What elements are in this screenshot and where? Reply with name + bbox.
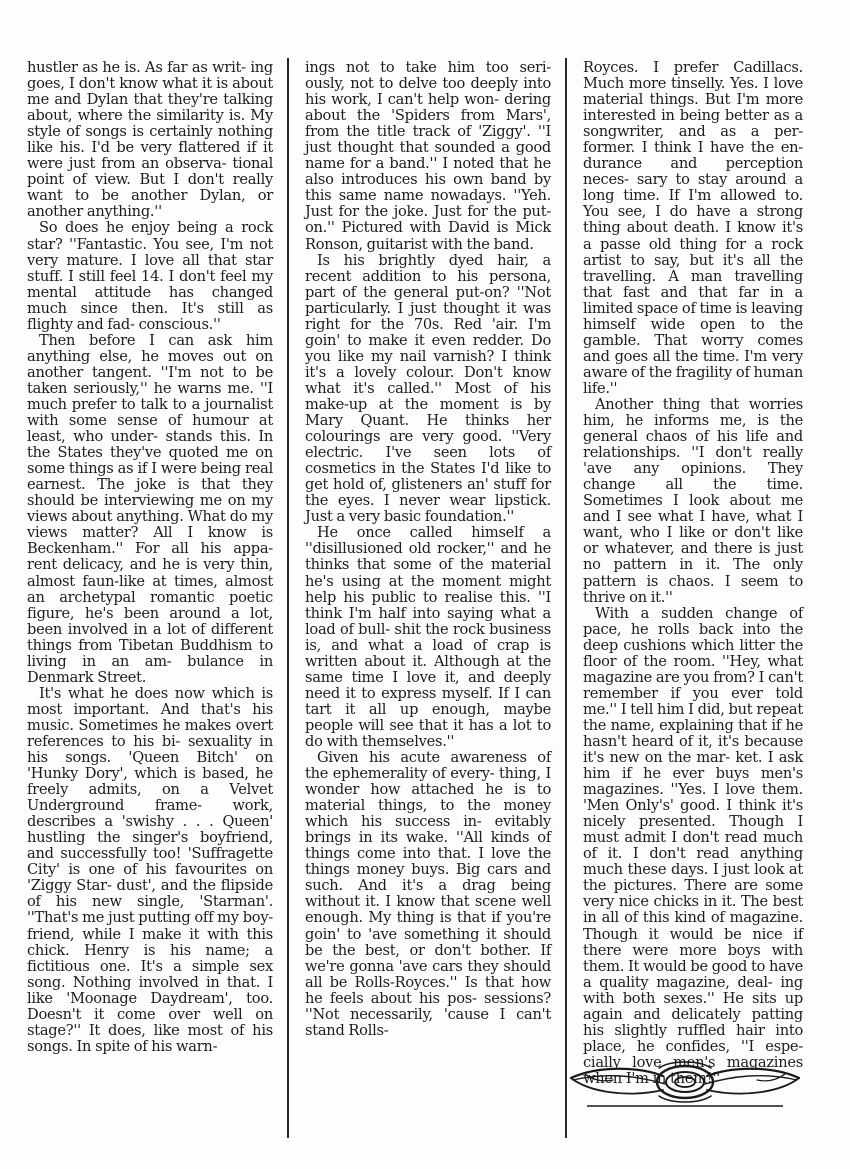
paragraph: With a sudden change of pace, he rolls back into the deep cushions which litter the floor of the room. ''Hey, what magazine are you from? I can't remember if you ever told me.'' I tell him I did, but repeat the name, explaining that if he hasn't heard of it, it's because it's new on the mar- ket. I ask him if he ever buys men's magazines. ''Yes. I love them. 'Men Only's' good. I think it's nicely presented. Though I must admit I don't read much of it. I don't read anything much these days. I just look at the pictures. There are some very nice chicks in it. The best in all of this kind of magazine. Though it would be nice if there were more boys with them. It would be good to have a quality magazine, deal- ing with both sexes.'' He sits up again and delicately patting his slightly ruffled hair into place, he confides, ''I espe- cially love men's magazines when I'm in them!'': [583, 604, 803, 1087]
article-column-1: [27, 60, 273, 1055]
paragraph: So does he enjoy being a rock star? ''Fantastic. You see, I'm not very mature. I love all that star stuff. I still feel 14. I don't feel my mental attitude has changed much since then. It's still as flighty and fad- conscious.'': [27, 219, 273, 333]
paragraph: Is his brightly dyed hair, a recent addition to his persona, part of the general put-on? ''Not particularly. I just thought it was right for the 70s. Red 'air. I'm goin' to make it even redder. Do you like my nail varnish? I think it's a lovely colour. Don't know what it's called.'' Most of his make-up at the moment is by Mary Quant. He thinks her colourings are very good. ''Very electric. I've seen lots of cosmetics in the States I'd like to get hold of, glisteners an' stuff for the eyes. I never wear lipstick. Just a very basic foundation.'': [305, 251, 551, 526]
article-column-3: [583, 60, 803, 1087]
column-divider-2: [565, 58, 567, 1138]
paragraph: Then before I can ask him anything else, he moves out on another tangent. ''I'm not to be taken seriously,'' he warns me. ''I much prefer to talk to a journalist with some sense of humour at least, who under- stands this. In the States they've quoted me on some things as if I were being real earnest. The joke is that they should be interviewing me on my views about anything. What do my views matter? All I know is Beckenham.'' For all his appa- rent delicacy, and he is very thin, almost faun-like at times, almost an archetypal romantic poetic figure, he's been around a lot, been involved in a lot of different things from Tibetan Buddhism to living in an am- bulance in Denmark Street.: [27, 331, 273, 686]
paragraph: He once called himself a ''disillusioned old rocker,'' and he thinks that some of the material he's using at the moment might help his public to realise this. ''I think I'm half into saying what a load of bull- shit the rock business is, and what a load of crap is written about it. Although at the same time I love it, and deeply need it to express myself. If I can tart it all up enough, maybe people will see that it has a lot to do with themselves.'': [305, 524, 551, 750]
article-column-2: [305, 60, 551, 1039]
paragraph: Royces. I prefer Cadillacs. Much more tinselly. Yes. I love material things. But I'm more interested in being better as a songwriter, and as a per- former. I think I have the en- durance and perception neces- sary to stay around a long time. If I'm allowed to. You see, I do have a strong thing about death. I know it's a passe old thing for a rock artist to say, but it's all the travelling. A man travelling that fast and that far in a limited space of time is leaving himself wide open to the gamble. That worry comes and goes all the time. I'm very aware of the fragility of human life.'': [583, 59, 803, 397]
art-nouveau-end-ornament: [567, 1058, 803, 1110]
column-divider-1: [287, 58, 289, 1138]
paragraph: It's what he does now which is most important. And that's his music. Sometimes he makes overt references to his bi- sexuality in his songs. 'Queen Bitch' on 'Hunky Dory', which is based, he freely admits, on a Velvet Underground frame- work, describes a 'swishy . . . Queen' hustling the singer's boyfriend, and successfully too! 'Suffragette City' is one of his favourites on 'Ziggy Star- dust', and the flipside of his new single, 'Starman'. ''That's me just putting off my boy- friend, while I make it with this chick. Henry is his name; a fictitious one. It's a simple sex song. Nothing involved in that. I like 'Moonage Daydream', too. Doesn't it come over well on stage?'' It does, like most of his songs. In spite of his warn-: [27, 684, 273, 1055]
paragraph: Given his acute awareness of the ephemerality of every- thing, I wonder how attached he is to material things, to the money which his success in- evitably brings in its wake. ''All kinds of things come into that. I love the things money buys. Big cars and such. And it's a drag being without it. I know that scene well enough. My thing is that if you're goin' to 'ave something it should be the best, or don't bother. If we're gonna 'ave cars they should all be Rolls-Royces.'' Is that how he feels about his pos- sessions? ''Not necessarily, 'cause I can't stand Rolls-: [305, 749, 551, 1039]
paragraph: ings not to take him too seri- ously, not to delve too deeply into his work, I can't help won- dering about the 'Spiders from Mars', from the title track of 'Ziggy'. ''I just thought that sounded a good name for a band.'' I noted that he also introduces his own band by this same name nowadays. ''Yeh. Just for the joke. Just for the put-on.'' Pictured with David is Mick Ronson, guitarist with the band.: [305, 59, 551, 253]
paragraph: Another thing that worries him, he informs me, is the general chaos of his life and relationships. ''I don't really 'ave any opinions. They change all the time. Sometimes I look about me and I see what I have, what I want, who I like or don't like or whatever, and there is just no pattern in it. The only pattern is chaos. I seem to thrive on it.'': [583, 395, 803, 606]
paragraph: hustler as he is. As far as writ- ing goes, I don't know what it is about me and Dylan that they're talking about, where the similarity is. My style of songs is certainly nothing like his. I'd be very flattered if it were just from an observa- tional point of view. But I don't really want to be another Dylan, or another anything.'': [27, 59, 273, 221]
